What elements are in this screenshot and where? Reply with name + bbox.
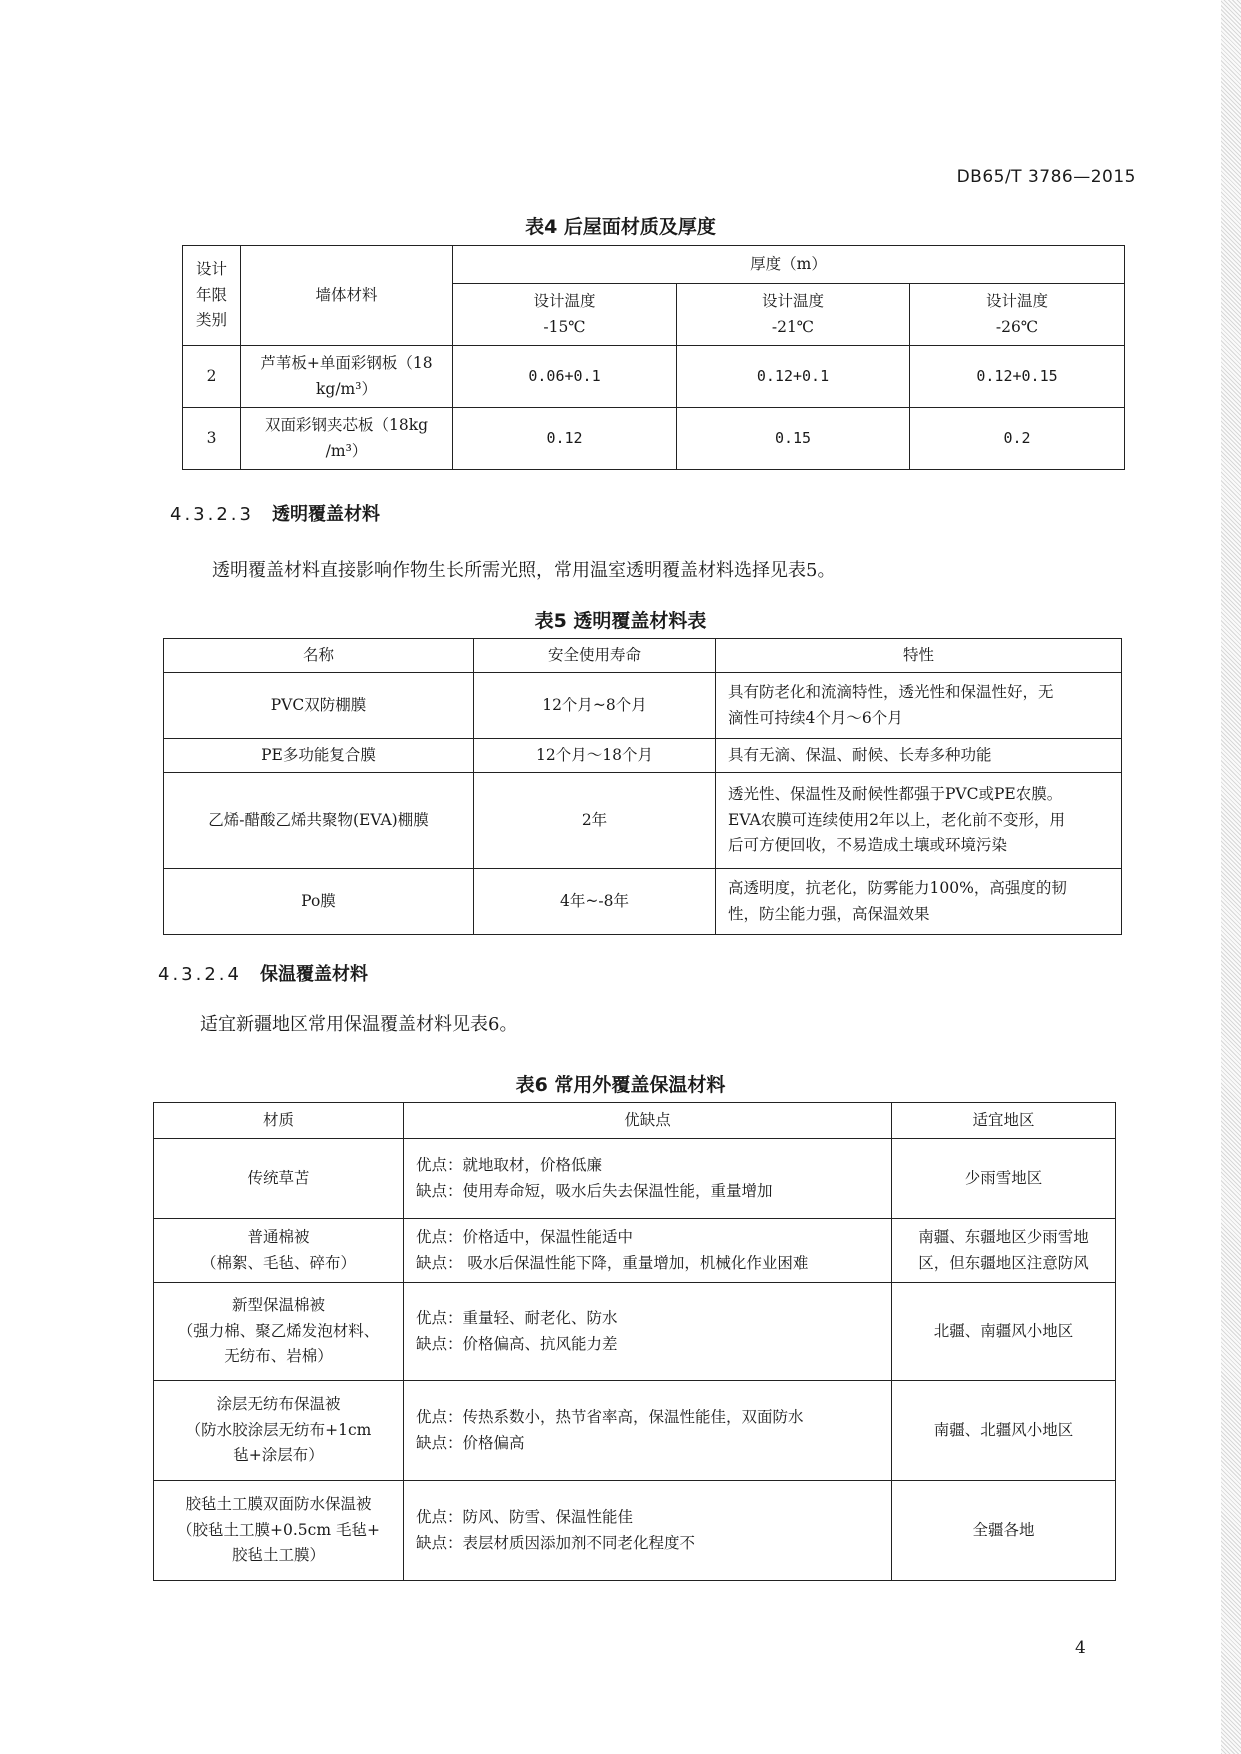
section-paragraph: 透明覆盖材料直接影响作物生长所需光照，常用温室透明覆盖材料选择见表5。 bbox=[212, 560, 836, 581]
table-row: 普通棉被 （棉絮、毛毡、碎布） 优点：价格适中，保温性能适中 缺点： 吸水后保温性能下降，重量增加，机械化作业困难 南疆、东疆地区少雨雪地 区，但东疆地区注意防风 bbox=[154, 1219, 1116, 1283]
table-row: 涂层无纺布保温被 （防水胶涂层无纺布+1cm 毡+涂层布） 优点：传热系数小，热节省率高，保温性能佳，双面防水 缺点：价格偏高 南疆、北疆风小地区 bbox=[154, 1381, 1116, 1481]
table6-header-material: 材质 bbox=[154, 1103, 404, 1139]
table5 bbox=[163, 638, 1122, 935]
table6 bbox=[153, 1102, 1116, 1581]
scan-edge bbox=[1221, 0, 1241, 1754]
table-row: PE多功能复合膜 12个月～18个月 具有无滴、保温、耐候、长寿多种功能 bbox=[164, 739, 1122, 773]
table-row: Po膜 4年~-8年 高透明度，抗老化，防雾能力100%，高强度的韧 性，防尘能力强，高保温效果 bbox=[164, 869, 1122, 935]
table4-header-temp: 设计温度 -26℃ bbox=[910, 284, 1125, 346]
table4-header-thickness: 厚度（m） bbox=[453, 246, 1125, 284]
table6-header-pros-cons: 优缺点 bbox=[404, 1103, 892, 1139]
table-row: 3 双面彩钢夹芯板（18kg /m³） 0.12 0.15 0.2 bbox=[183, 408, 1125, 470]
table5-header-life: 安全使用寿命 bbox=[474, 639, 716, 673]
table-row: 新型保温棉被 （强力棉、聚乙烯发泡材料、 无纺布、岩棉） 优点：重量轻、耐老化、防水 缺点：价格偏高、抗风能力差 北疆、南疆风小地区 bbox=[154, 1283, 1116, 1381]
table5-caption: 表5 透明覆盖材料表 bbox=[534, 610, 707, 632]
table-row: 传统草苫 优点：就地取材，价格低廉 缺点：使用寿命短，吸水后失去保温性能，重量增加 少雨雪地区 bbox=[154, 1139, 1116, 1219]
table-row: 乙烯-醋酸乙烯共聚物(EVA)棚膜 2年 透光性、保温性及耐候性都强于PVC或PE农膜。 EVA农膜可连续使用2年以上，老化前不变形，用 后可方便回收，不易造成土壤或环境污染 bbox=[164, 773, 1122, 869]
standard-code: DB65/T 3786—2015 bbox=[956, 167, 1136, 187]
table4-header-temp: 设计温度 -15℃ bbox=[453, 284, 677, 346]
table4-caption: 表4 后屋面材质及厚度 bbox=[525, 216, 716, 238]
table5-header-name: 名称 bbox=[164, 639, 474, 673]
table-row: 2 芦苇板+单面彩钢板（18 kg/m³） 0.06+0.1 0.12+0.1 0.12+0.15 bbox=[183, 346, 1125, 408]
section-paragraph: 适宜新疆地区常用保温覆盖材料见表6。 bbox=[200, 1014, 518, 1035]
table4-header-temp: 设计温度 -21℃ bbox=[677, 284, 910, 346]
table5-header-feature: 特性 bbox=[716, 639, 1122, 673]
page-number: 4 bbox=[1075, 1638, 1086, 1658]
table4 bbox=[182, 245, 1125, 470]
section-heading-4324: 4.3.2.4 保温覆盖材料 bbox=[158, 964, 368, 985]
table4-header-material: 墙体材料 bbox=[241, 246, 453, 346]
table-row: 胶毡土工膜双面防水保温被 （胶毡土工膜+0.5cm 毛毡+ 胶毡土工膜） 优点：防风、防雪、保温性能佳 缺点：表层材质因添加剂不同老化程度不 全疆各地 bbox=[154, 1481, 1116, 1581]
table6-caption: 表6 常用外覆盖保温材料 bbox=[515, 1074, 726, 1096]
table-row: PVC双防棚膜 12个月~8个月 具有防老化和流滴特性，透光性和保温性好，无 滴性可持续4个月～6个月 bbox=[164, 673, 1122, 739]
table4-header-category: 设计 年限 类别 bbox=[183, 246, 241, 346]
section-heading-4323: 4.3.2.3 透明覆盖材料 bbox=[170, 504, 380, 525]
table6-header-region: 适宜地区 bbox=[892, 1103, 1116, 1139]
